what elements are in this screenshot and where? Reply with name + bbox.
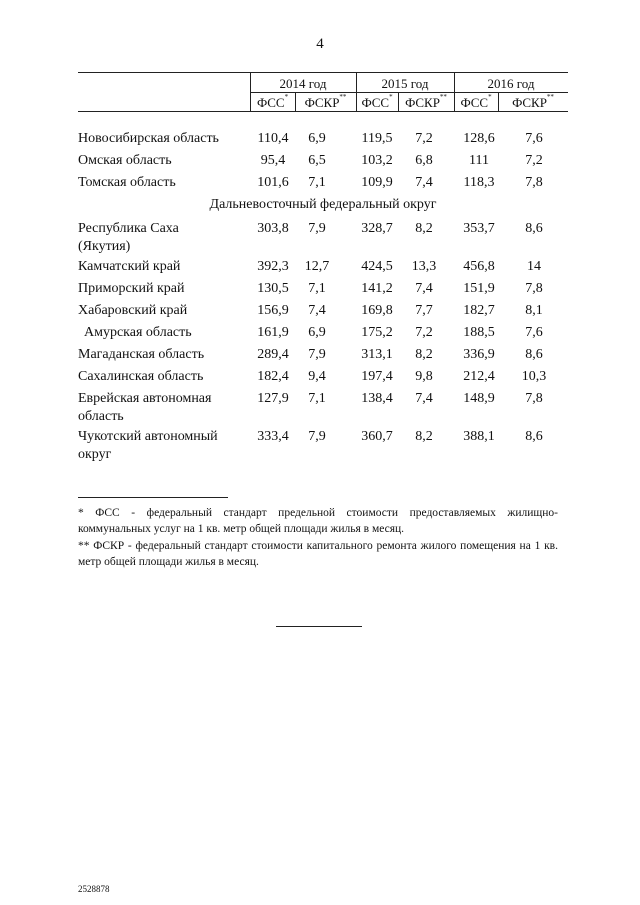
value-cell: 175,2: [361, 325, 393, 340]
region-name: Магаданская область: [78, 347, 205, 362]
header-mid-rule: [250, 92, 568, 93]
value-cell: 303,8: [257, 221, 289, 236]
value-cell: 7,8: [525, 175, 543, 190]
value-cell: 10,3: [521, 369, 547, 384]
footnote-fskr: ** ФСКР - федеральный стандарт стоимости капитального ремонта жилого помещения на 1 кв. метр общей площади жилья в месяц.: [78, 540, 558, 568]
value-cell: 7,8: [525, 391, 543, 406]
value-cell: 8,6: [525, 429, 543, 444]
value-cell: 392,3: [257, 259, 289, 274]
value-cell: 13,3: [411, 259, 437, 274]
value-cell: 161,9: [257, 325, 289, 340]
value-cell: 7,2: [415, 131, 433, 146]
value-cell: 182,4: [257, 369, 289, 384]
value-cell: 7,1: [308, 281, 326, 296]
value-cell: 7,9: [308, 221, 326, 236]
region-name: Томская область: [78, 175, 176, 190]
value-cell: 7,4: [415, 281, 433, 296]
value-cell: 7,9: [308, 347, 326, 362]
col-fss-header: ФСС*: [256, 93, 289, 110]
document-code: 2528878: [78, 884, 110, 894]
value-cell: 95,4: [260, 153, 286, 168]
value-cell: 109,9: [361, 175, 393, 190]
region-name: Приморский край: [78, 281, 185, 296]
value-cell: 130,5: [257, 281, 289, 296]
value-cell: 7,6: [525, 325, 543, 340]
end-rule: [276, 626, 362, 627]
value-cell: 313,1: [361, 347, 393, 362]
value-cell: 128,6: [463, 131, 495, 146]
value-cell: 333,4: [257, 429, 289, 444]
year-header-2014: 2014 год: [279, 76, 327, 91]
value-cell: 8,6: [525, 347, 543, 362]
value-cell: 336,9: [463, 347, 495, 362]
value-cell: 138,4: [361, 391, 393, 406]
value-cell: 156,9: [257, 303, 289, 318]
value-cell: 360,7: [361, 429, 393, 444]
value-cell: 328,7: [361, 221, 393, 236]
value-cell: 169,8: [361, 303, 393, 318]
year-header-2016: 2016 год: [487, 76, 535, 91]
col-fskr-header: ФСКР**: [304, 93, 347, 110]
value-cell: 7,4: [308, 303, 326, 318]
value-cell: 103,2: [361, 153, 393, 168]
value-cell: 9,4: [308, 369, 326, 384]
col-fss-header: ФСС*: [460, 93, 492, 110]
value-cell: 14: [527, 259, 541, 274]
value-cell: 8,2: [415, 221, 433, 236]
value-cell: 212,4: [463, 369, 495, 384]
value-cell: 456,8: [463, 259, 495, 274]
value-cell: 388,1: [463, 429, 495, 444]
value-cell: 6,8: [415, 153, 433, 168]
value-cell: 8,6: [525, 221, 543, 236]
value-cell: 101,6: [257, 175, 289, 190]
value-cell: 7,2: [415, 325, 433, 340]
region-name: Хабаровский край: [78, 303, 188, 318]
value-cell: 182,7: [463, 303, 495, 318]
footnote-rule: [78, 497, 228, 498]
region-name: Амурская область: [84, 325, 192, 340]
value-cell: 6,9: [308, 325, 326, 340]
value-cell: 424,5: [361, 259, 393, 274]
value-cell: 119,5: [361, 131, 393, 146]
value-cell: 7,8: [525, 281, 543, 296]
section-title: Дальневосточный федеральный округ: [209, 197, 437, 212]
col-fss-header: ФСС*: [361, 93, 393, 110]
value-cell: 7,2: [525, 153, 543, 168]
value-cell: 141,2: [361, 281, 393, 296]
header-bottom-rule: [78, 111, 568, 112]
region-name: Республика Саха (Якутия): [78, 221, 179, 254]
value-cell: 8,2: [415, 429, 433, 444]
value-cell: 118,3: [463, 175, 495, 190]
col-fskr-header: ФСКР**: [405, 93, 447, 110]
value-cell: 110,4: [257, 131, 289, 146]
footnote-fss: * ФСС - федеральный стандарт предельной стоимости предоставляемых жилищно-коммунальных услуг на 1 кв. метр общей площади жилья в месяц.: [78, 507, 558, 535]
value-cell: 7,9: [308, 429, 326, 444]
value-cell: 197,4: [361, 369, 393, 384]
value-cell: 7,6: [525, 131, 543, 146]
region-name: Камчатский край: [78, 259, 181, 274]
value-cell: 12,7: [304, 259, 330, 274]
value-cell: 7,7: [415, 303, 433, 318]
value-cell: 6,9: [308, 131, 326, 146]
page-number: 4: [316, 36, 324, 52]
region-name: Сахалинская область: [78, 369, 204, 384]
region-name: Новосибирская область: [78, 131, 219, 146]
value-cell: 188,5: [463, 325, 495, 340]
region-name: Еврейская автономная область: [78, 391, 212, 424]
col-fskr-header: ФСКР**: [512, 93, 554, 110]
value-cell: 6,5: [308, 153, 326, 168]
region-name: Чукотский автономный округ: [78, 429, 218, 462]
value-cell: 8,2: [415, 347, 433, 362]
table-top-rule: [78, 72, 568, 73]
value-cell: 7,1: [308, 391, 326, 406]
value-cell: 7,4: [415, 175, 433, 190]
value-cell: 148,9: [463, 391, 495, 406]
value-cell: 9,8: [415, 369, 433, 384]
value-cell: 7,1: [308, 175, 326, 190]
value-cell: 353,7: [463, 221, 495, 236]
value-cell: 151,9: [463, 281, 495, 296]
year-header-2015: 2015 год: [381, 76, 429, 91]
value-cell: 111: [469, 153, 489, 168]
value-cell: 127,9: [257, 391, 289, 406]
value-cell: 8,1: [525, 303, 543, 318]
value-cell: 7,4: [415, 391, 433, 406]
region-name: Омская область: [78, 153, 172, 168]
value-cell: 289,4: [257, 347, 289, 362]
